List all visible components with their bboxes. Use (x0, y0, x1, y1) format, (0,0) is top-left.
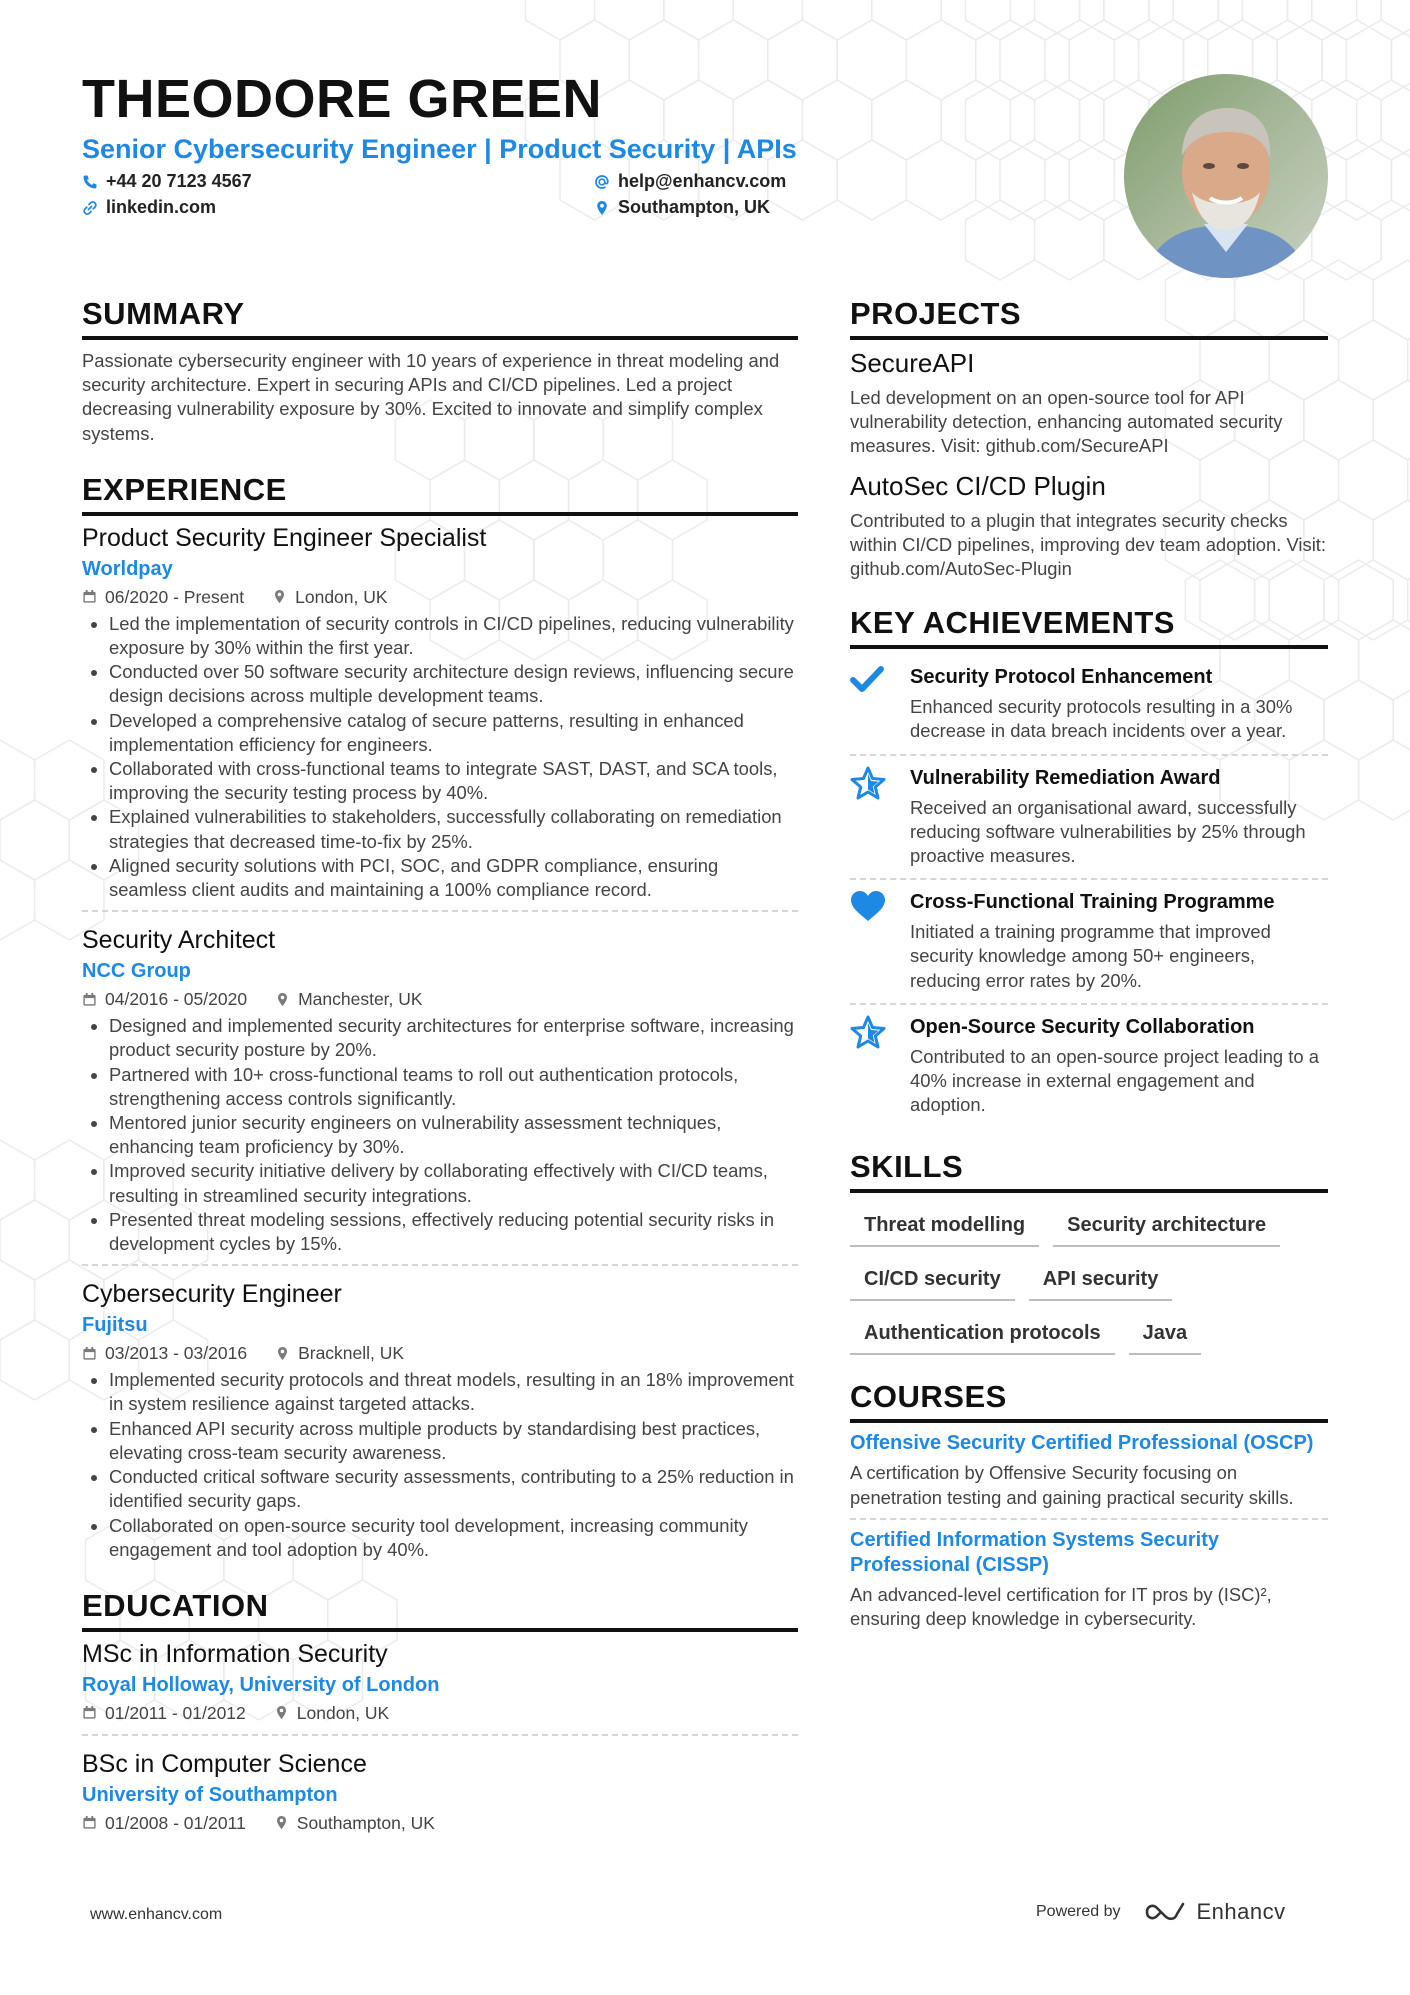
achievement-description: Contributed to an open-source project leading to a 40% increase in external engagement and adoption. (910, 1045, 1319, 1116)
summary-heading: SUMMARY (82, 296, 798, 340)
bullet-item: • Improved security initiative delivery by collaborating effectively with CI/CD teams, resulting in streamlined security integrations. (109, 1159, 798, 1207)
education-dates: 01/2011 - 01/2012 (105, 1702, 246, 1723)
degree-title: BSc in Computer Science (82, 1749, 367, 1778)
job-bullets (82, 1368, 798, 1562)
link-icon (82, 200, 98, 216)
skills-section (850, 1149, 1328, 1355)
skill-tag: API security (1029, 1261, 1173, 1301)
calendar-icon (82, 992, 97, 1007)
school-name: Royal Holloway, University of London (82, 1673, 440, 1696)
profile-photo (1124, 74, 1328, 278)
skills-list (850, 1207, 1328, 1355)
projects-section (850, 296, 1328, 581)
achievement-entry (850, 655, 1328, 755)
calendar-icon (82, 589, 97, 604)
job-meta (82, 1340, 798, 1366)
location-pin-icon (594, 200, 610, 216)
location-pin-icon (274, 1815, 289, 1830)
job-dates: 03/2013 - 03/2016 (105, 1343, 248, 1364)
achievement-title: Vulnerability Remediation Award (910, 766, 1221, 789)
education-dates: 01/2008 - 01/2011 (105, 1812, 246, 1833)
achievement-description: Received an organisational award, successfully reducing software vulnerabilities by 25% through proactive measures. (910, 796, 1306, 867)
job-entry (82, 924, 798, 1256)
course-title: Offensive Security Certified Professional (OSCP) (850, 1432, 1314, 1455)
entry-divider (850, 1518, 1328, 1520)
phone-contact (82, 171, 252, 192)
bullet-item: • Mentored junior security engineers on vulnerability assessment techniques, enhancing team proficiency by 30%. (109, 1111, 798, 1159)
courses-heading: COURSES (850, 1379, 1328, 1423)
bullet-item: • Implemented security protocols and threat models, resulting in an 18% improvement in system resilience against targeted attacks. (109, 1368, 798, 1416)
education-location: Southampton, UK (296, 1812, 435, 1833)
course-entry (850, 1528, 1328, 1631)
company-name: NCC Group (82, 960, 191, 983)
location-pin-icon (274, 1705, 289, 1720)
project-title: SecureAPI (850, 348, 975, 378)
education-meta (82, 1700, 798, 1726)
bullet-item: • Collaborated with cross-functional teams to integrate SAST, DAST, and SCA tools, improving the security testing process by 40%. (109, 757, 798, 805)
job-location: Bracknell, UK (298, 1343, 405, 1364)
projects-heading: PROJECTS (850, 296, 1328, 340)
job-location: London, UK (295, 586, 388, 607)
courses-section (850, 1379, 1328, 1631)
achievements-section (850, 605, 1328, 1127)
footer-website[interactable]: www.enhancv.com (90, 1906, 223, 1923)
school-name: University of Southampton (82, 1783, 338, 1806)
job-title: Cybersecurity Engineer (82, 1280, 342, 1309)
skill-tag: CI/CD security (850, 1261, 1015, 1301)
project-description: Led development on an open-source tool for API vulnerability detection, enhancing automated security measures. Visit: github.com/SecureAPI (850, 387, 1283, 457)
calendar-icon (82, 1815, 97, 1830)
job-entry (82, 1278, 798, 1562)
job-title: Security Architect (82, 926, 276, 955)
achievement-entry (850, 880, 1328, 1005)
bullet-item: • Explained vulnerabilities to stakeholders, successfully collaborating on remediation strategies that decreased time-to-fix by 25%. (109, 805, 798, 853)
location-pin-icon (275, 992, 290, 1007)
project-title: AutoSec CI/CD Plugin (850, 470, 1106, 501)
location-contact (594, 197, 770, 218)
footer-branding (1036, 1899, 1286, 1925)
job-dates: 06/2020 - Present (105, 586, 245, 607)
education-entry (82, 1748, 798, 1836)
experience-heading: EXPERIENCE (82, 472, 798, 516)
job-entry (82, 522, 798, 902)
bullet-item: • Aligned security solutions with PCI, SOC, and GDPR compliance, ensuring seamless client audits and maintaining a 100% compliance record. (109, 854, 798, 902)
phone-number: +44 20 7123 4567 (106, 171, 252, 191)
achievement-entry (850, 1005, 1328, 1128)
bullet-item: • Led the implementation of security controls in CI/CD pipelines, reducing vulnerability exposure by 30% within the first year. (109, 612, 798, 660)
education-heading: EDUCATION (82, 1588, 798, 1632)
powered-by-label: Powered by (1036, 1903, 1121, 1920)
left-column (82, 296, 798, 1836)
at-icon (594, 174, 610, 190)
location-pin-icon (272, 589, 287, 604)
job-bullets (82, 612, 798, 902)
bullet-item: • Designed and implemented security architectures for enterprise software, increasing product security posture by 20%. (109, 1014, 798, 1062)
job-bullets (82, 1014, 798, 1256)
education-location: London, UK (296, 1702, 390, 1723)
course-title: Certified Information Systems Security Professional (CISSP) (850, 1528, 1219, 1576)
bullet-item: • Presented threat modeling sessions, effectively reducing potential security risks in development cycles by 15%. (109, 1208, 798, 1256)
degree-title: MSc in Information Security (82, 1639, 388, 1668)
bullet-item: • Developed a comprehensive catalog of secure patterns, resulting in enhanced implementation efficiency for engineers. (109, 709, 798, 757)
course-description: A certification by Offensive Security focusing on penetration testing and gaining practical security skills. (850, 1462, 1294, 1508)
bullet-item: • Collaborated on open-source security tool development, increasing community engagement and tool adoption by 40%. (109, 1514, 798, 1562)
candidate-name: THEODORE GREEN (82, 69, 603, 129)
bullet-item: • Conducted critical software security assessments, contributing to a 25% reduction in identified security gaps. (109, 1465, 798, 1513)
education-entry (82, 1638, 798, 1726)
skills-heading: SKILLS (850, 1149, 1328, 1193)
calendar-icon (82, 1346, 97, 1361)
course-entry (850, 1431, 1328, 1509)
heart-icon (850, 890, 886, 922)
linkedin-contact[interactable] (82, 197, 216, 218)
job-dates: 04/2016 - 05/2020 (105, 989, 248, 1010)
bullet-item: • Partnered with 10+ cross-functional teams to roll out authentication protocols, strengthening access controls significantly. (109, 1063, 798, 1111)
job-meta (82, 986, 798, 1012)
check-icon (850, 665, 884, 695)
skill-tag: Security architecture (1053, 1207, 1280, 1247)
bullet-item: • Enhanced API security across multiple products by standardising best practices, elevating cross-team security awareness. (109, 1417, 798, 1465)
bullet-item: • Conducted over 50 software security architecture design reviews, influencing secure design decisions across multiple development teams. (109, 660, 798, 708)
summary-section (82, 296, 798, 446)
achievement-title: Cross-Functional Training Programme (910, 891, 1275, 914)
achievements-heading: KEY ACHIEVEMENTS (850, 605, 1328, 649)
entry-divider (82, 1734, 798, 1736)
education-section (82, 1588, 798, 1836)
star-icon (850, 766, 886, 800)
achievement-description: Enhanced security protocols resulting in a 30% decrease in data breach incidents over a year. (910, 696, 1293, 742)
project-entry (850, 469, 1328, 582)
job-location: Manchester, UK (298, 989, 423, 1010)
candidate-title: Senior Cybersecurity Engineer | Product Security | APIs (82, 134, 797, 164)
linkedin-link[interactable]: linkedin.com (106, 197, 217, 217)
right-column (850, 296, 1328, 1631)
experience-section (82, 472, 798, 1562)
phone-icon (82, 174, 98, 190)
brand-name: Enhancv (1196, 1899, 1286, 1924)
company-name: Worldpay (82, 557, 173, 580)
location-pin-icon (275, 1346, 290, 1361)
calendar-icon (82, 1705, 97, 1720)
enhancv-logo-icon (1143, 1900, 1189, 1924)
entry-divider (82, 910, 798, 912)
achievement-title: Open-Source Security Collaboration (910, 1015, 1255, 1038)
company-name: Fujitsu (82, 1314, 148, 1337)
job-meta (82, 584, 798, 610)
course-description: An advanced-level certification for IT pros by (ISC)², ensuring deep knowledge in cybersecurity. (850, 1583, 1272, 1630)
skill-tag: Authentication protocols (850, 1315, 1115, 1355)
star-icon (850, 1015, 886, 1049)
entry-divider (82, 1264, 798, 1266)
location-text: Southampton, UK (618, 197, 770, 217)
project-description: Contributed to a plugin that integrates security checks within CI/CD pipelines, improving dev team adoption. Visit: github.com/AutoSec-Plugin (850, 509, 1327, 580)
education-meta (82, 1810, 798, 1836)
brand-logo[interactable] (1143, 1899, 1286, 1925)
skill-tag: Java (1129, 1315, 1202, 1355)
achievement-description: Initiated a training programme that improved security knowledge among 50+ engineers, reducing error rates by 20%. (910, 921, 1271, 991)
job-title: Product Security Engineer Specialist (82, 523, 487, 552)
project-entry (850, 346, 1328, 459)
skill-tag: Threat modelling (850, 1207, 1039, 1247)
email-contact[interactable] (594, 171, 786, 192)
summary-text: Passionate cybersecurity engineer with 10 years of experience in threat modeling and security architecture. Expert in securing APIs and CI/CD pipelines. Led a project decreasing vulnerability exposure by 30%. Excited to innovate and simplify complex systems. (82, 350, 780, 444)
achievement-title: Security Protocol Enhancement (910, 666, 1213, 689)
achievement-entry (850, 756, 1328, 881)
email-address[interactable]: help@enhancv.com (618, 171, 787, 191)
